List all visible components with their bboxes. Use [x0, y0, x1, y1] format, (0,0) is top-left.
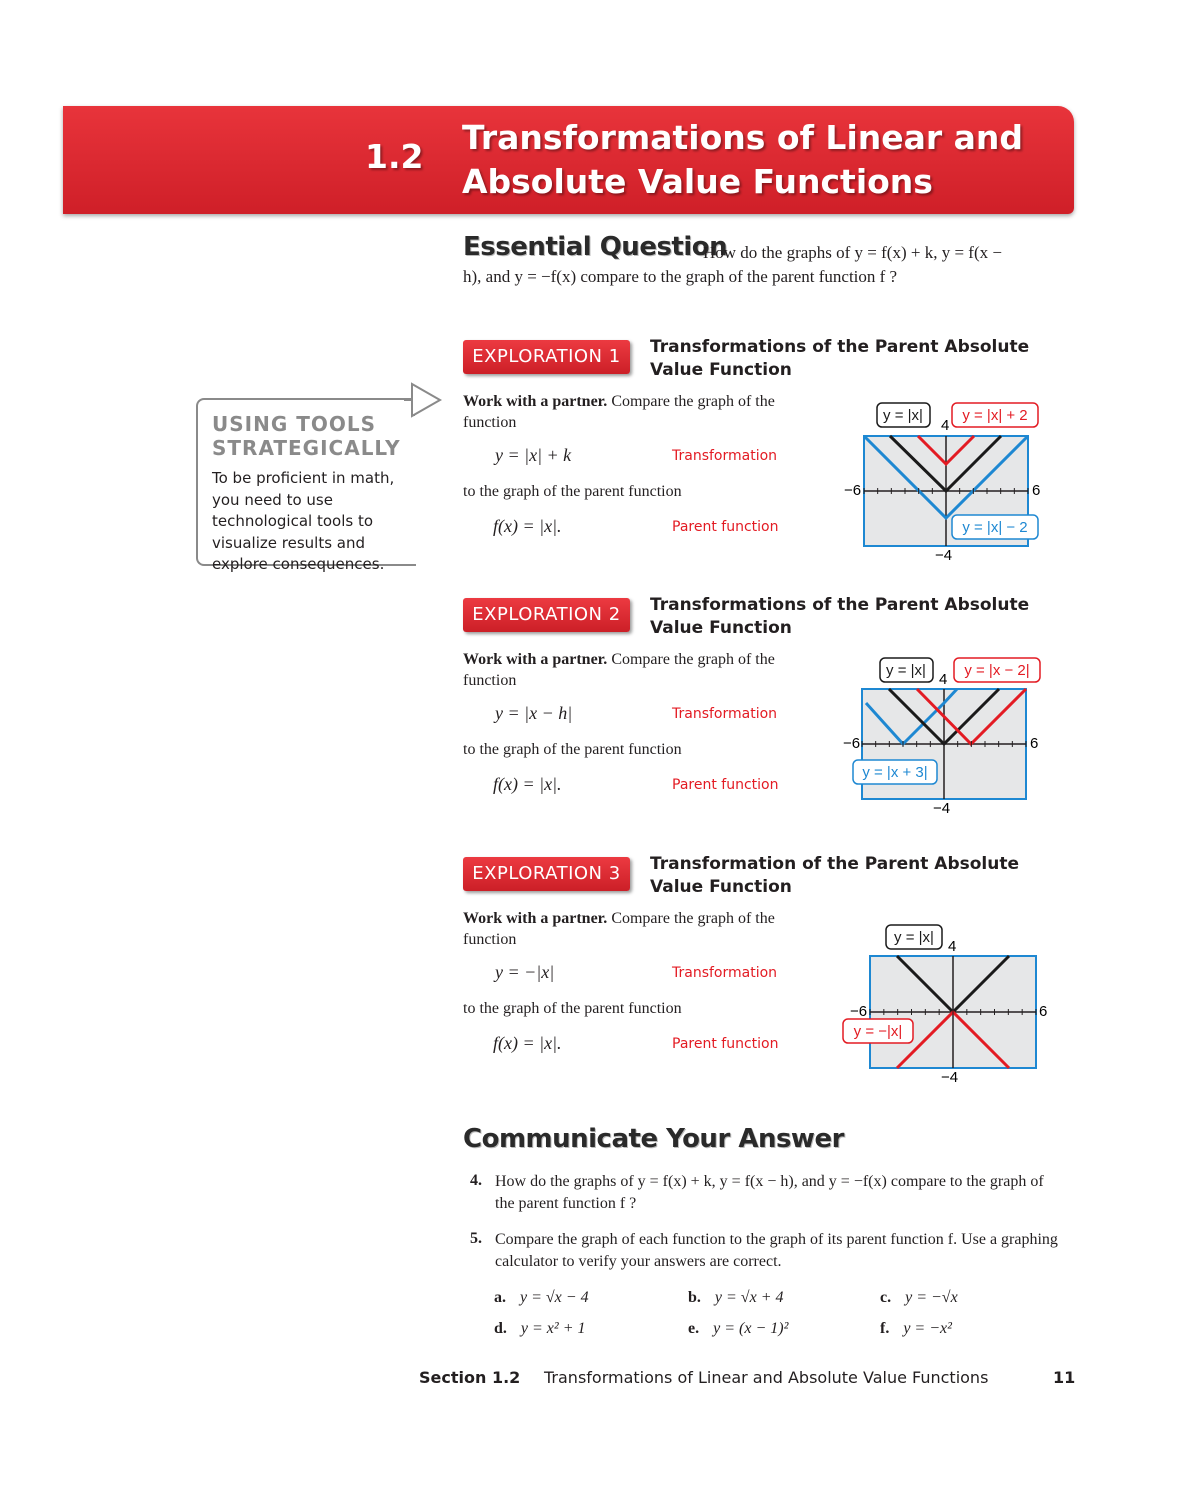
exploration-3-badge: EXPLORATION 3 — [463, 857, 630, 891]
part-f-letter: f. — [880, 1320, 890, 1337]
exploration-3-intro — [463, 908, 793, 950]
graph-3-x-max: 6 — [1039, 1003, 1048, 1020]
graph-1-y-max: 4 — [941, 417, 950, 434]
exploration-2-title: Transformations of the Parent Absolute Value Function — [650, 595, 1030, 638]
part-b-expr: y = √x + 4 — [714, 1289, 784, 1306]
graph-1-label-minus2-text: y = |x| − 2 — [962, 519, 1028, 536]
exploration-2-badge: EXPLORATION 2 — [463, 598, 630, 632]
graph-3-label-reflect-text: y = −|x| — [853, 1023, 903, 1040]
exploration-1-title: Transformations of the Parent Absolute Value Function — [650, 337, 1030, 380]
exploration-1-transformation: y = |x| + k — [495, 445, 572, 465]
graph-2-y-min: −4 — [933, 800, 951, 817]
exploration-2-intro-rest: Compare the graph of the function — [463, 651, 775, 689]
exploration-3-parent: f(x) = |x|. — [493, 1033, 562, 1053]
section-title — [462, 116, 1062, 204]
tools-sidebar-body: To be proficient in math, you need to use technological tools to visualize results and explore consequences. — [212, 469, 395, 573]
exploration-2-graph — [840, 655, 1050, 820]
graph-2-x-max: 6 — [1030, 735, 1039, 752]
question-5-text: Compare the graph of each function to the graph of its parent function f. Use a graphing calculator to verify your answers are correct. — [495, 1231, 1058, 1270]
part-a-letter: a. — [494, 1289, 506, 1306]
page-number: 11 — [1053, 1368, 1076, 1387]
exploration-1-transformation-label: Transformation — [672, 448, 778, 464]
question-4-text: How do the graphs of y = f(x) + k, y = f(x − h), and y = −f(x) compare to the graph of the parent function f ? — [495, 1173, 1044, 1212]
graph-1-x-min: −6 — [844, 482, 862, 499]
part-a-expr: y = √x − 4 — [520, 1289, 589, 1306]
part-d — [494, 1320, 586, 1338]
graph-2-y-max: 4 — [939, 671, 948, 688]
exploration-3-parent-label: Parent function — [672, 1036, 779, 1052]
graph-3-y-min: −4 — [941, 1069, 959, 1086]
graph-2-label-minus2-text: y = |x − 2| — [964, 662, 1030, 679]
question-5-number: 5. — [470, 1230, 482, 1247]
graph-3-label-parent — [886, 925, 942, 949]
exploration-3-title: Transformation of the Parent Absolute Value Function — [650, 854, 1020, 897]
exploration-2-transformation: y = |x − h| — [495, 703, 573, 723]
graph-1-x-max: 6 — [1032, 482, 1041, 499]
part-b — [688, 1289, 783, 1307]
footer-section: Section 1.2 — [419, 1368, 521, 1387]
graph-2-label-plus3-text: y = |x + 3| — [862, 764, 928, 781]
graph-3-label-reflect — [843, 1019, 913, 1043]
part-f — [880, 1320, 952, 1338]
graph-3-label-parent-text: y = |x| — [894, 929, 934, 946]
exploration-3-transformation-label: Transformation — [672, 965, 778, 981]
part-c-expr: y = −√x — [905, 1289, 958, 1306]
exploration-1-middle-text: to the graph of the parent function — [463, 483, 682, 500]
graph-1-y-min: −4 — [935, 547, 953, 564]
graph-3-y-max: 4 — [948, 938, 957, 955]
question-4-number: 4. — [470, 1172, 482, 1189]
exploration-2-middle-text: to the graph of the parent function — [463, 741, 682, 758]
part-b-letter: b. — [688, 1289, 701, 1306]
exploration-1-intro-rest: Compare the graph of the function — [463, 393, 775, 431]
exploration-2-parent: f(x) = |x|. — [493, 774, 562, 794]
tools-sidebar-title — [212, 412, 412, 460]
part-d-expr: y = x² + 1 — [520, 1320, 586, 1337]
exploration-1-graph — [840, 398, 1050, 568]
essential-question-text: How do the graphs of y = f(x) + k, y = f(x − h), and y = −f(x) compare to the graph of the parent function f ? — [463, 243, 1002, 286]
exploration-1-intro-bold: Work with a partner. — [463, 393, 608, 410]
part-c — [880, 1289, 958, 1307]
graph-1-label-plus2 — [952, 403, 1038, 427]
exploration-3-graph — [840, 922, 1055, 1087]
part-f-expr: y = −x² — [903, 1320, 952, 1337]
section-title-line1: Transformations of Linear and — [462, 118, 1024, 157]
part-e-expr: y = (x − 1)² — [713, 1320, 789, 1337]
exploration-3-intro-rest: Compare the graph of the function — [463, 910, 775, 948]
graph-2-x-min: −6 — [843, 735, 861, 752]
communicate-heading: Communicate Your Answer — [463, 1124, 844, 1154]
part-e-letter: e. — [688, 1320, 700, 1337]
part-a — [494, 1289, 589, 1307]
graph-2-label-plus3 — [853, 760, 937, 784]
graph-1-label-parent — [877, 403, 930, 427]
tools-title-line2: STRATEGICALLY — [212, 436, 401, 460]
section-number: 1.2 — [365, 137, 424, 176]
exploration-2-transformation-label: Transformation — [672, 706, 778, 722]
exploration-1-parent: f(x) = |x|. — [493, 516, 562, 536]
part-c-letter: c. — [880, 1289, 892, 1306]
part-d-letter: d. — [494, 1320, 507, 1337]
exploration-3-middle-text: to the graph of the parent function — [463, 1000, 682, 1017]
graph-2-label-parent-text: y = |x| — [886, 662, 926, 679]
exploration-2-parent-label: Parent function — [672, 777, 779, 793]
exploration-2-intro-bold: Work with a partner. — [463, 651, 608, 668]
footer-title: Transformations of Linear and Absolute Value Functions — [544, 1368, 989, 1387]
graph-2-label-parent — [880, 658, 933, 682]
graph-3-x-min: −6 — [850, 1003, 868, 1020]
essential-question-heading: Essential Question — [463, 232, 728, 262]
graph-2-label-minus2 — [954, 658, 1040, 682]
graph-1-label-parent-text: y = |x| — [883, 407, 923, 424]
graph-1-label-minus2 — [952, 515, 1038, 539]
exploration-1-intro — [463, 391, 793, 433]
section-title-line2: Absolute Value Functions — [462, 162, 933, 201]
exploration-1-badge: EXPLORATION 1 — [463, 340, 630, 374]
exploration-2-intro — [463, 649, 793, 691]
exploration-1-parent-label: Parent function — [672, 519, 779, 535]
tools-title-line1: USING TOOLS — [212, 412, 376, 436]
graph-1-label-plus2-text: y = |x| + 2 — [962, 407, 1028, 424]
part-e — [688, 1320, 788, 1338]
exploration-3-intro-bold: Work with a partner. — [463, 910, 608, 927]
exploration-3-transformation: y = −|x| — [495, 962, 555, 982]
